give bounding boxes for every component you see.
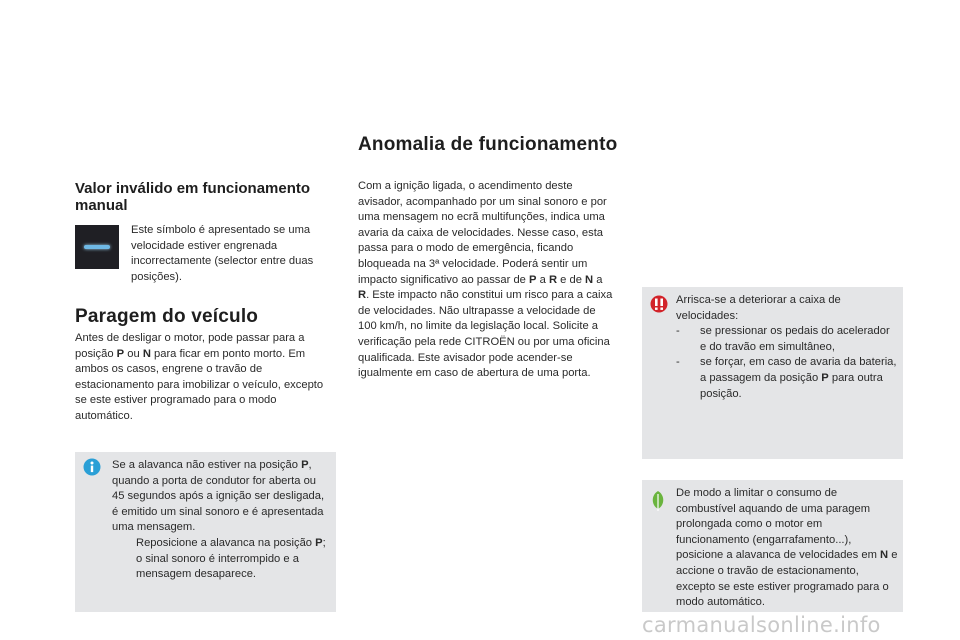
info-box: [75, 452, 336, 612]
dash-glyph-icon: [84, 245, 110, 249]
hand-pointer-icon: [112, 536, 136, 583]
warning-box: [642, 287, 903, 459]
page-title: Anomalia de funcionamento: [358, 134, 618, 155]
warning-list-item: - se pressionar os pedais do acelerador e do travão em simultâneo,: [676, 325, 890, 353]
info-icon: [83, 458, 101, 476]
warning-list-item: - se forçar, em caso de avaria da bateria, a passagem da posição P para outra posição.: [676, 356, 897, 400]
eco-text: De modo a limitar o consumo de combustível aquando de uma paragem prolongada como o motor em funcionamento (engarrafamento...), posicione a alavanca de velocidades em N e accione o travão de estacionamento, excepto se este estiver programado para o modo automático.: [676, 487, 898, 609]
malfunction-text: Com a ignição ligada, o acendimento deste avisador, acompanhado por um sinal sonoro e por uma mensagem no ecrã multifunções, indica uma avaria da caixa de velocidades. Nesse caso, esta passa para o modo de emergência, ficando bloqueada na 3ª velocidade. Poderá sentir um impacto significativo ao passar de P a R e de N a R. Este impacto não constitui um risco para a caixa de velocidades. Não ultrapasse a velocidade de 100 km/h, no limite da legislação local. Solicite a verificação pela rede CITROËN ou por uma oficina qualificada. Este avisador pode acender-se igualmente em caso de abertura de uma porta.: [358, 180, 613, 380]
info-bullet-item: Reposicione a alavanca na posição P; o sinal sonoro é interrompido e a mensagem desaparece.: [112, 536, 330, 583]
stopping-text: Antes de desligar o motor, pode passar para a posição P ou N para ficar em ponto morto. Em ambos os casos, engrene o travão de estacionamento para imobilizar o veículo, excepto se este estiver programado para o modo automático.: [75, 332, 324, 422]
warning-text: Arrisca-se a deteriorar a caixa de velocidades: - se pressionar os pedais do acelerador e do travão em simultâneo, - se forçar, em caso de avaria da bateria, a passagem da posição P para outra posição.: [676, 293, 898, 402]
warning-icon: [648, 295, 670, 313]
section-title-invalid-value: Valor inválido em funcionamento manual: [75, 180, 311, 214]
info-text: Se a alavanca não estiver na posição P, quando a porta de condutor for aberta ou 45 segundos após a ignição ser desligada, é emitido um sinal sonoro e é apresentada uma mensagem. Reposicione a alavanca na posição P; o sinal sonoro é interrompido e a mensagem desaparece.: [112, 458, 330, 583]
section-title-stopping: Paragem do veículo: [75, 306, 259, 327]
invalid-value-text: Este símbolo é apresentado se uma velocidade estiver engrenada incorrectamente (selector entre duas posições).: [131, 224, 314, 283]
eco-leaf-icon: [650, 490, 666, 512]
gearbox-warning-symbol: [75, 225, 119, 269]
watermark: carmanualsonline.info: [642, 613, 881, 637]
eco-box: [642, 480, 903, 612]
